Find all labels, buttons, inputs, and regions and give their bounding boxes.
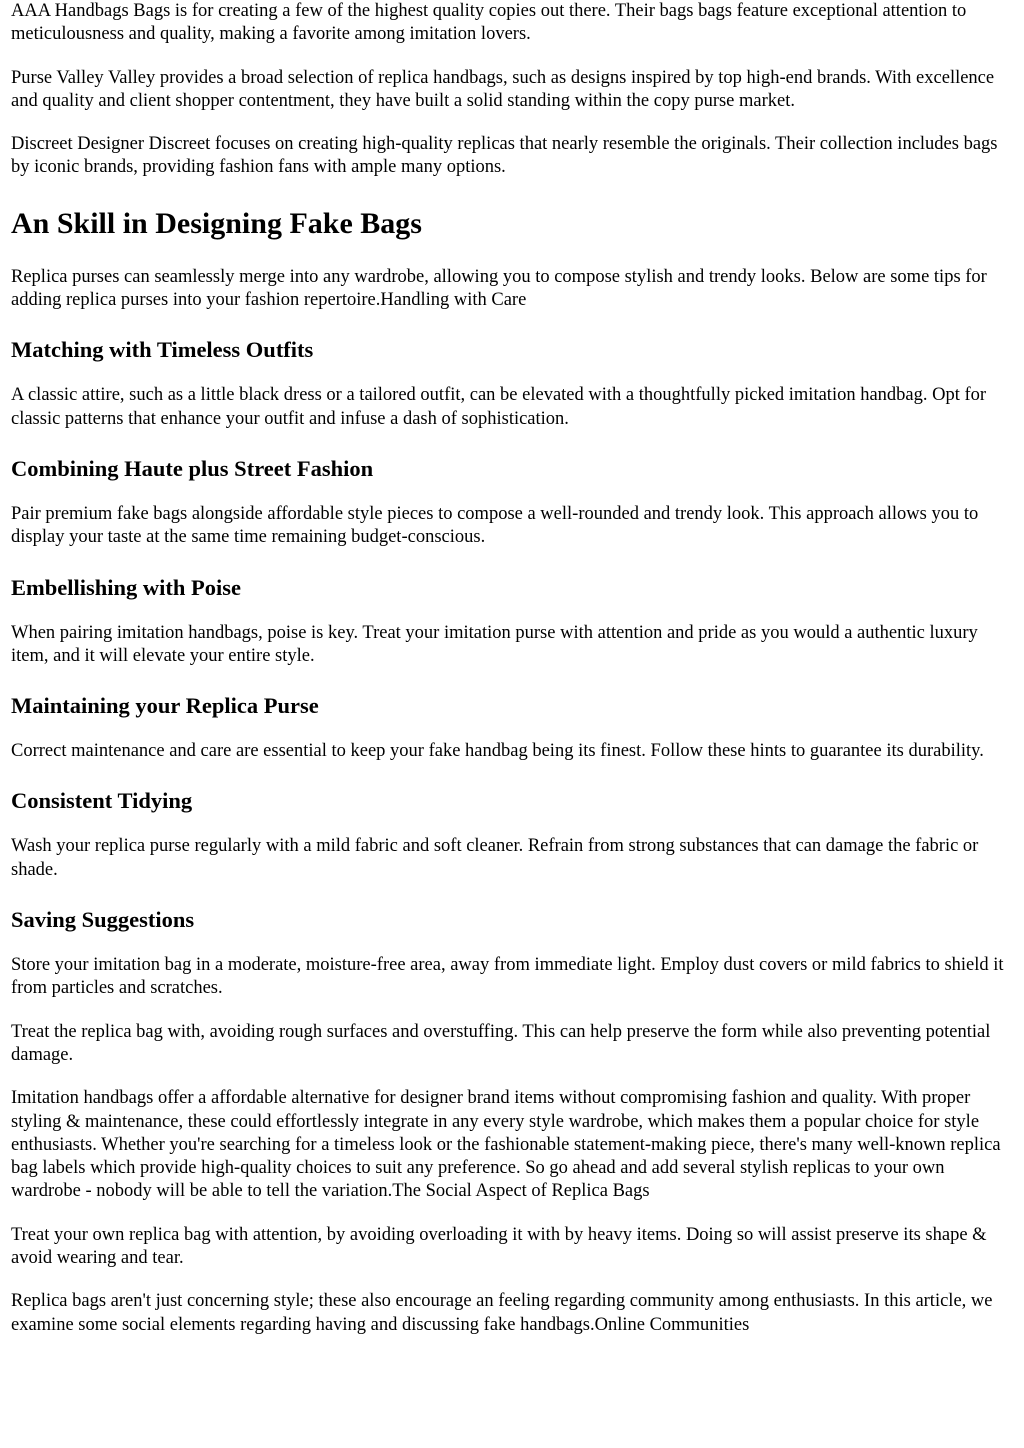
section-heading: Saving Suggestions: [11, 907, 195, 933]
intro-paragraph-3: Discreet Designer Discreet focuses on creating high-quality replicas that nearly resemble the originals. Their collection includes bags by iconic brands, providing fashion fans with ample many options.: [11, 134, 998, 178]
section-heading: Consistent Tidying: [11, 788, 193, 814]
closing-paragraph-2: Imitation handbags offer a affordable alternative for designer brand items without compromising fashion and quality. With proper styling & maintenance, these could effortlessly integrate in any every style wardrobe, which makes them a popular choice for style enthusiasts. Whether you're searching for a timeless look or the fashionable statement-making piece, there's many well-known replica bag labels which provide high-quality choices to suit any preference. So go ahead and add several stylish replicas to your own wardrobe - nobody will be able to tell the variation.The Social Aspect of Replica Bags: [11, 1088, 1001, 1202]
intro-paragraph-1: AAA Handbags Bags is for creating a few of the highest quality copies out there. Their bags bags feature exceptional attention to meticulousness and quality, making a favorite among imitation lovers.: [11, 1, 967, 45]
section-paragraph: Pair premium fake bags alongside affordable style pieces to compose a well-rounded and trendy look. This approach allows you to display your taste at the same time remaining budget-conscious.: [11, 503, 979, 548]
section-heading: Embellishing with Poise: [11, 574, 242, 600]
closing-paragraph-3: Treat your own replica bag with attention, by avoiding overloading it with by heavy items. Doing so will assist preserve its shape & avoid wearing and tear.: [11, 1224, 987, 1269]
section-paragraph: Wash your replica purse regularly with a mild fabric and soft cleaner. Refrain from strong substances that can damage the fabric or shade.: [11, 836, 979, 880]
section-heading: Matching with Timeless Outfits: [11, 337, 314, 363]
closing-paragraph-4: Replica bags aren't just concerning style; these also encourage an feeling regarding community among enthusiasts. In this article, we examine some social elements regarding having and discussing fake handbags.Online Communities: [11, 1291, 993, 1335]
section-paragraph: When pairing imitation handbags, poise is key. Treat your imitation purse with attention and pride as you would a authentic luxury item, and it will elevate your entire style.: [11, 622, 978, 666]
main-intro-paragraph: Replica purses can seamlessly merge into any wardrobe, allowing you to compose stylish and trendy looks. Below are some tips for adding replica purses into your fashion repertoire.Handling with Care: [11, 266, 987, 311]
section-paragraph: A classic attire, such as a little black dress or a tailored outfit, can be elevated with a thoughtfully picked imitation handbag. Opt for classic patterns that enhance your outfit and infuse a dash of sophistication.: [11, 385, 987, 429]
section-paragraph: Correct maintenance and care are essential to keep your fake handbag being its finest. Follow these hints to guarantee its durability.: [11, 741, 984, 762]
closing-paragraph-1: Treat the replica bag with, avoiding rough surfaces and overstuffing. This can help preserve the form while also preventing potential damage.: [11, 1021, 991, 1065]
section-paragraph: Store your imitation bag in a moderate, moisture-free area, away from immediate light. Employ dust covers or mild fabrics to shield it from particles and scratches.: [11, 955, 1004, 999]
main-heading: An Skill in Designing Fake Bags: [11, 206, 422, 240]
section-heading: Combining Haute plus Street Fashion: [11, 455, 374, 481]
intro-paragraph-2: Purse Valley Valley provides a broad selection of replica handbags, such as designs inspired by top high-end brands. With excellence and quality and client shopper contentment, they have built a solid standing within the copy purse market.: [11, 67, 995, 111]
section-heading: Maintaining your Replica Purse: [11, 693, 319, 719]
